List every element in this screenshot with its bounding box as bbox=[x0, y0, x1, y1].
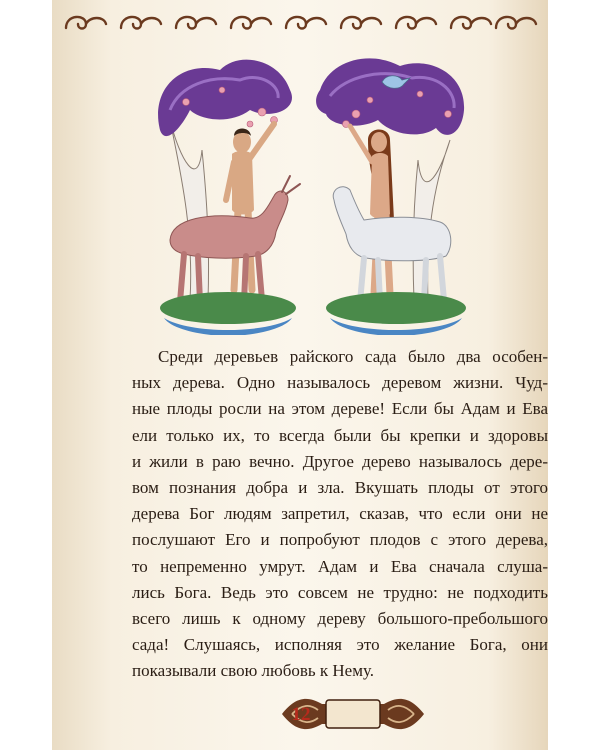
body-line: вом познания добра и зла. Вкушать плоды от этого bbox=[132, 478, 548, 498]
right-ground-icon bbox=[326, 292, 466, 324]
left-panel-adam bbox=[158, 60, 300, 335]
ornament-scroll-8 bbox=[451, 17, 491, 29]
ornament-scroll-9 bbox=[496, 17, 536, 29]
body-line: сада! Слушаясь, исполняя это желание Бога, они bbox=[132, 635, 548, 655]
ornament-scroll-3 bbox=[176, 17, 216, 29]
body-line: всего лишь к одному дереву большого-пребольшого bbox=[132, 609, 548, 629]
body-text bbox=[132, 344, 548, 685]
ornament-scroll-5 bbox=[286, 17, 326, 29]
page-number: 12 bbox=[291, 704, 311, 725]
ornament-scroll-7 bbox=[396, 17, 436, 29]
right-tree-foliage-icon bbox=[316, 58, 464, 134]
body-line: Среди деревьев райского сада было два особен- bbox=[158, 347, 548, 366]
right-panel-eve bbox=[316, 58, 466, 335]
ornament-scroll-1 bbox=[66, 17, 106, 29]
body-line: ели только их, то всегда были бы крепки и здоровы bbox=[132, 425, 548, 445]
body-line: то непременно умрут. Адам и Ева сначала слуша- bbox=[132, 556, 548, 576]
left-tree-trunk-icon bbox=[170, 120, 209, 300]
adam-and-eve-illustration bbox=[150, 50, 470, 335]
body-line: ные плоды росли на этом дереве! Если бы Адам и Ева bbox=[132, 399, 548, 419]
body-line: дерева Бог людям запретил, сказав, что если они не bbox=[132, 504, 548, 524]
ornament-scroll-2 bbox=[121, 17, 161, 29]
book-page bbox=[52, 0, 548, 750]
body-line: и жили в раю вечно. Другое дерево называлось дере- bbox=[132, 451, 548, 471]
body-line: показывали свою любовь к Нему. bbox=[132, 661, 375, 681]
body-line: лись Бога. Ведь это совсем не трудно: не подходить bbox=[132, 582, 548, 602]
body-line: ных дерева. Одно называлось деревом жизни. Чуд- bbox=[132, 373, 548, 393]
top-ornament-border bbox=[60, 6, 540, 36]
adam-figure-icon bbox=[226, 124, 274, 290]
left-ground-icon bbox=[160, 292, 296, 324]
body-line: послушают Его и попробуют плодов с этого дерева, bbox=[132, 530, 548, 550]
ornament-scroll-6 bbox=[341, 17, 381, 29]
ornament-scroll-4 bbox=[231, 17, 271, 29]
